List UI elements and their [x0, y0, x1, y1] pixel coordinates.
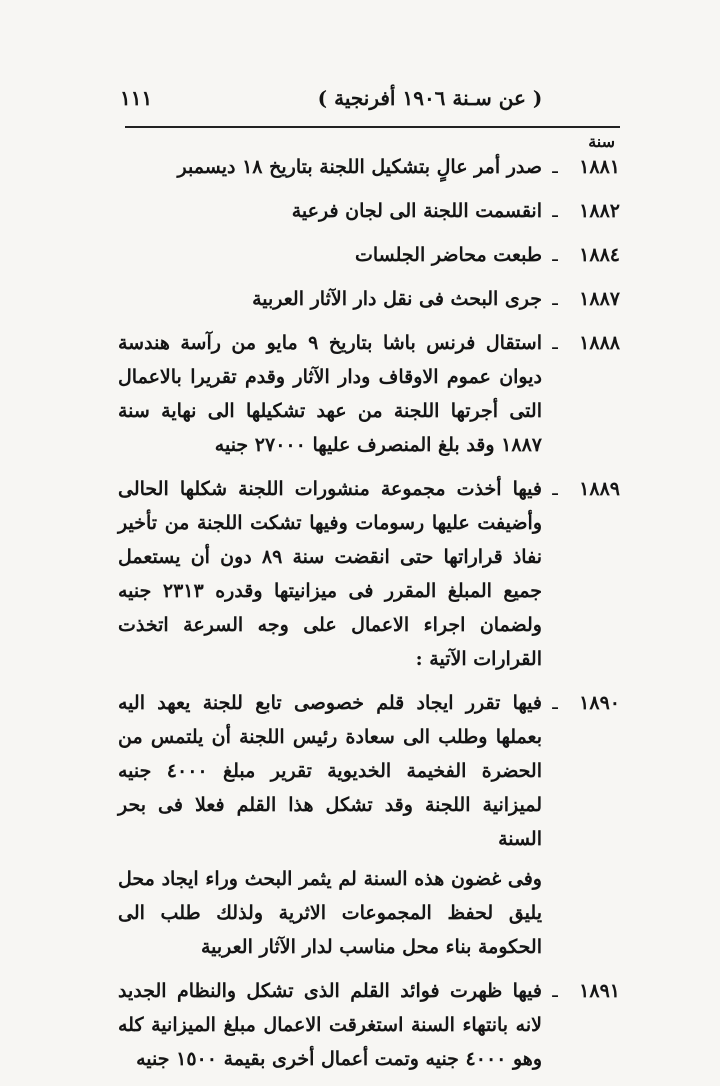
entry-paragraph: صدر أمر عالٍ بتشكيل اللجنة بتاريخ ١٨ ديسمبر [177, 156, 542, 178]
entry-year: ١٨٨٧ [579, 288, 620, 310]
chronology-entry [118, 974, 620, 1076]
entry-year: ١٨٨١ [579, 156, 620, 178]
entry-paragraph: فيها ظهرت فوائد القلم الذى تشكل والنظام الجديد لانه بانتهاء السنة استغرقت الاعمال مبلغ الميزانية كله وهو ٤٠٠٠ جنيه وتمت أعمال أخرى بقيمة ١٥٠٠ جنيه [118, 980, 542, 1070]
entry-year: ١٨٨٢ [579, 200, 620, 222]
header-rule [125, 126, 620, 128]
entry-body [118, 194, 542, 228]
page-number: ١١١ [120, 86, 153, 110]
entry-paragraph: جرى البحث فى نقل دار الآثار العربية [252, 288, 542, 310]
entry-paragraph: فيها أخذت مجموعة منشورات اللجنة شكلها الحالى وأضيفت عليها رسومات وفيها تشكت اللجنة من تأخير نفاذ قراراتها حتى انقضت سنة ٨٩ دون أن يستعمل جميع المبلغ المقرر فى ميزانيتها وقدره ٢٣١٣ جنيه ولضمان اجراء الاعمال على وجه السرعة اتخذت القرارات الآتية : [118, 478, 542, 670]
entry-dash: ـ [552, 980, 558, 1002]
chronology-entry [118, 194, 620, 228]
chronology-entry [118, 238, 620, 272]
entry-body [118, 282, 542, 316]
entry-year: ١٨٩١ [579, 980, 620, 1002]
chronology-entry [118, 686, 620, 964]
entry-year: ١٨٨٨ [579, 332, 620, 354]
entry-paragraph: انقسمت اللجنة الى لجان فرعية [291, 200, 542, 222]
entry-dash: ـ [552, 478, 558, 500]
chronology-entry [118, 326, 620, 462]
entry-dash: ـ [552, 156, 558, 178]
entry-body [118, 974, 542, 1076]
entry-dash: ـ [552, 692, 558, 714]
entry-paragraph: وفى غضون هذه السنة لم يثمر البحث وراء ايجاد محل يليق لحفظ المجموعات الاثرية ولذلك طلب الى الحكومة بناء محل مناسب لدار الآثار العربية [118, 868, 542, 958]
entry-body [118, 150, 542, 184]
entry-body [118, 472, 542, 676]
entry-year: ١٨٨٤ [579, 244, 620, 266]
chronology-entry [118, 472, 620, 676]
entry-paragraph: طبعت محاضر الجلسات [354, 244, 542, 266]
entry-dash: ـ [552, 332, 558, 354]
chronology-entry [118, 282, 620, 316]
entry-body [118, 326, 542, 462]
entry-dash: ـ [552, 200, 558, 222]
year-column-label: سنة [588, 132, 615, 151]
entry-paragraph: استقال فرنس باشا بتاريخ ٩ مايو من رآسة هندسة ديوان عموم الاوقاف ودار الآثار وقدم تقريرا بالاعمال التى أجرتها اللجنة من عهد تشكيلها الى نهاية سنة ١٨٨٧ وقد بلغ المنصرف عليها ٢٧٠٠٠ جنيه [118, 332, 542, 456]
entry-year: ١٨٨٩ [579, 478, 620, 500]
page-header [120, 86, 610, 126]
entry-paragraph: فيها تقرر ايجاد قلم خصوصى تابع للجنة يعهد اليه بعملها وطلب الى سعادة رئيس اللجنة أن يلتمس من الحضرة الفخيمة الخديوية تقرير مبلغ ٤٠٠٠ جنيه لميزانية اللجنة وقد تشكل هذا القلم فعلا فى بحر السنة [118, 692, 542, 850]
entry-body [118, 238, 542, 272]
chronology-entry [118, 150, 620, 184]
entry-year: ١٨٩٠ [579, 692, 620, 714]
entry-dash: ـ [552, 244, 558, 266]
chronology-list [118, 150, 620, 1086]
entry-body [118, 686, 542, 964]
running-title: ( عن سـنة ١٩٠٦ أفرنجية ) [317, 86, 543, 110]
entry-dash: ـ [552, 288, 558, 310]
